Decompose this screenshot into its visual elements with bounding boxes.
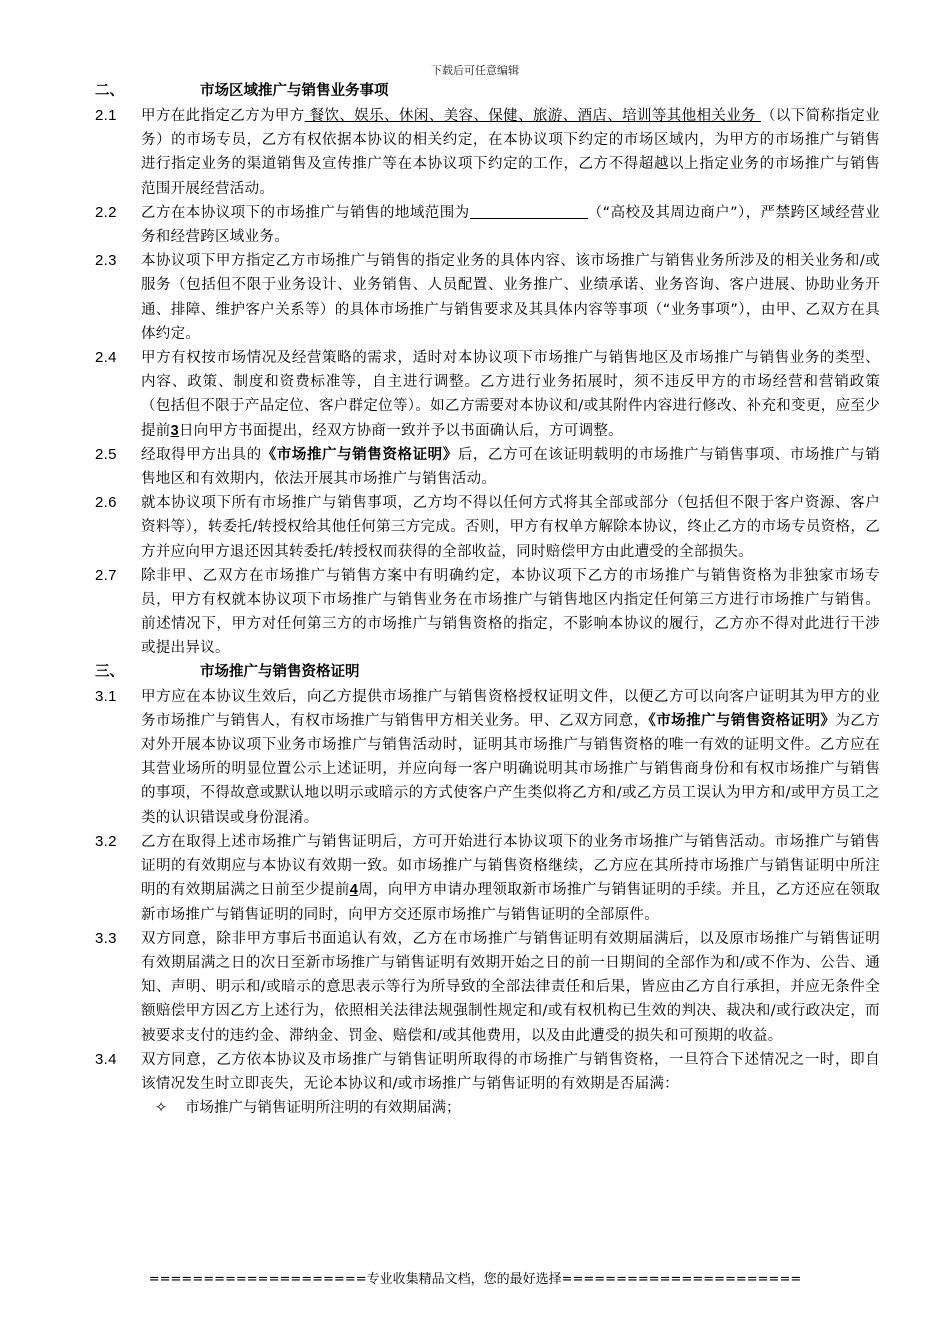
- clause-text: [141, 346, 880, 443]
- text-run: 除非甲、乙双方在市场推广与销售方案中有明确约定，本协议项下乙方的市场推广与销售资格为非独家市场专员，甲方有权就本协议项下市场推广与销售业务在市场推广与销售地区内指定任何第三方进行市场推广与销售。前述情况下，甲方对任何第三方的市场推广与销售资格的指定，不影响本协议的履行，乙方亦不得对此进行干涉或提出异议。: [141, 567, 880, 657]
- clause-text: [141, 443, 880, 491]
- text-run: 本协议项下甲方指定乙方市场推广与销售的指定业务的具体内容、该市场推广与销售业务所涉及的相关业务和/或服务（包括但不限于业务设计、业务销售、人员配置、业务推广、业绩承诺、业务咨询、客户进展、协助业务开通、排障、维护客户关系等）的具体市场推广与销售要求及其具体内容等事项（“业务事项”），由甲、乙双方在具体约定。: [141, 253, 880, 342]
- clause-2-1: [95, 104, 880, 201]
- text-run: 日向甲方书面提出，经双方协商一致并予以书面确认后，方可调整。: [178, 422, 623, 439]
- clause-text: [141, 104, 880, 201]
- clause-3-4: [95, 1048, 880, 1096]
- day-count: 3: [170, 422, 179, 439]
- clause-3-3: [95, 927, 880, 1048]
- fill-in-blank: [470, 202, 588, 219]
- clause-2-6: [95, 491, 880, 564]
- clause-number: 2.6: [95, 494, 117, 512]
- clause-text: [141, 1048, 880, 1096]
- section-heading: [95, 80, 880, 104]
- text-run: 甲方有权按市场情况及经营策略的需求，适时对本协议项下市场推广与销售地区及市场推广与销售业务的类型、内容、政策、制度和资费标准等，自主进行调整。乙方进行业务拓展时，须不违反甲方的市场经营和营销政策（包括但不限于产品定位、客户群定位等）。如乙方需要对本协议和/或其附件内容进行修改、补充和变更，应至少提前: [141, 350, 880, 439]
- section-title: 市场推广与销售资格证明: [200, 663, 360, 680]
- clause-text: [141, 927, 880, 1048]
- clause-number: 3.4: [95, 1050, 117, 1068]
- document-title-ref: 《市场推广与销售资格证明》: [261, 446, 458, 463]
- bullet-item: [95, 1096, 880, 1120]
- text-run: 后，乙方可在该证明载明的市场推广与销售事项、市场推广与销售地区和有效期内，依法开展其市场推广与销售活动。: [141, 446, 880, 488]
- business-scope: 餐饮、娱乐、休闲、美容、保健、旅游、酒店、培训等其他相关业务: [304, 108, 762, 124]
- text-run: 乙方在取得上述市场推广与销售证明后，方可开始进行本协议项下的业务市场推广与销售活动。市场推广与销售证明的有效期应与本协议有效期一致。如市场推广与销售资格继续，乙方应在其所持市场推广与销售证明中所注明的有效期届满之日前至少提前: [141, 833, 880, 899]
- clause-2-5: [95, 443, 880, 491]
- section-heading: [95, 661, 880, 685]
- clause-number: 2.4: [95, 349, 117, 367]
- clause-text: [141, 564, 880, 661]
- text-run: 周，向甲方申请办理领取新市场推广与销售证明的手续。并且，乙方还应在领取新市场推广与销售证明的同时，向甲方交还原市场推广与销售证明的全部原件。: [141, 882, 880, 923]
- text-run: 双方同意，除非甲方事后书面追认有效，乙方在市场推广与销售证明有效期届满后，以及原市场推广与销售证明有效期届满之日的次日至新市场推广与销售证明有效期开始之日的前一日期间的全部作为和/或不作为、公告、通知、声明、明示和/或暗示的意思表示等行为所导致的全部法律责任和后果，皆应由乙方自行承担，并应无条件全额赔偿甲方因乙方上述行为，依照相关法律法规强制性规定和/或有权机构已生效的判决、裁决和/或行政决定，而被要求支付的违约金、滞纳金、罚金、赔偿和/或其他费用，以及由此遭受的损失和可预期的收益。: [141, 930, 880, 1044]
- clause-2-3: [95, 249, 880, 346]
- text-run: 乙方在本协议项下的市场推广与销售的地域范围为: [141, 204, 470, 221]
- clause-number: 3.2: [95, 832, 117, 850]
- clause-number: 3.1: [95, 687, 117, 705]
- clause-text: [141, 249, 880, 346]
- text-run: （“高校及其周边商户”），严禁跨区域经营业务和经营跨区域业务。: [141, 204, 880, 246]
- bullet-icon: ✧: [155, 1100, 168, 1117]
- clause-2-2: [95, 201, 880, 249]
- clause-number: 2.1: [95, 107, 117, 124]
- text-run: 为乙方对外开展本协议项下业务市场推广与销售活动时，证明其市场推广与销售资格的唯一有效的证明文件。乙方应在其营业场所的明显位置公示上述证明，并应向每一客户明确说明其市场推广与销售商身份和有权市场推广与销售的事项，不得故意或默认地以明示或暗示的方式使客户产生类似将乙方和/或乙方员工误认为甲方和/或甲方员工之类的认识错误或身份混淆。: [141, 712, 880, 826]
- clause-3-2: [95, 830, 880, 927]
- clause-2-4: [95, 346, 880, 443]
- section-title: 市场区域推广与销售业务事项: [200, 83, 389, 99]
- clause-text: [141, 201, 880, 249]
- text-run: 就本协议项下所有市场推广与销售事项，乙方均不得以任何方式将其全部或部分（包括但不限于客户资源、客户资料等），转委托/转授权给其他任何第三方完成。否则，甲方有权单方解除本协议，终止乙方的市场专员资格，乙方并应向甲方退还因其转委托/转授权而获得的全部收益，同时赔偿甲方由此遭受的全部损失。: [141, 495, 880, 560]
- footer: ====================专业收集精品文档，您的最好选择======================: [148, 1272, 802, 1287]
- clause-text: [141, 491, 880, 564]
- clause-text: [141, 830, 880, 927]
- document-title-ref: 《市场推广与销售资格证明》: [648, 712, 836, 729]
- text-run: （以下简称指定业务）的市场专员，乙方有权依据本协议的相关约定，在本协议项下约定的市场区域内，为甲方的市场推广与销售进行指定业务的渠道销售及宣传推广等在本协议项下约定的工作，乙方不得超越以上指定业务的市场推广与销售范围开展经营活动。: [141, 108, 880, 197]
- bullet-text: 市场推广与销售证明所注明的有效期届满；: [185, 1100, 461, 1117]
- clause-number: 2.2: [95, 203, 117, 221]
- section-number: 三、: [95, 663, 124, 680]
- clause-number: 2.3: [95, 252, 117, 270]
- clause-number: 2.5: [95, 445, 117, 463]
- clause-3-1: [95, 685, 880, 830]
- clause-2-7: [95, 564, 880, 661]
- text-run: 双方同意，乙方依本协议及市场推广与销售证明所取得的市场推广与销售资格，一旦符合下述情况之一时，即自该情况发生时立即丧失，无论本协议和/或市场推广与销售证明的有效期是否届满：: [141, 1051, 880, 1092]
- header-note: 下载后可任意编辑: [431, 64, 519, 77]
- clause-number: 2.7: [95, 566, 117, 584]
- text-run: 甲方应在本协议生效后，向乙方提供市场推广与销售资格授权证明文件，以便乙方可以向客户证明其为甲方的业务市场推广与销售人，有权市场推广与销售甲方相关业务。甲、乙双方同意，: [141, 688, 880, 729]
- document-body: [95, 80, 880, 1120]
- clause-number: 3.3: [95, 929, 117, 947]
- clause-text: [141, 685, 880, 830]
- text-run: 经取得甲方出具的: [141, 446, 262, 463]
- section-number: 二、: [95, 83, 124, 99]
- text-run: 甲方在此指定乙方为甲方: [141, 108, 305, 124]
- day-count: 4: [349, 882, 359, 899]
